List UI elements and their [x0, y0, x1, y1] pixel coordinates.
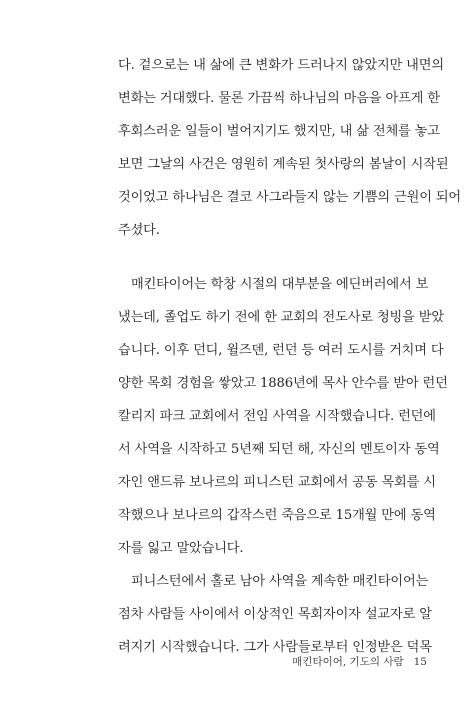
- text-line: 양한 목회 경험을 쌓았고 1886년에 목사 안수를 받아 런던: [118, 376, 448, 391]
- page-number: 15: [413, 656, 427, 668]
- text-line: 칼리지 파크 교회에서 전임 사역을 시작했습니다. 런던에: [118, 409, 436, 424]
- page-footer: [292, 654, 427, 669]
- text-line: 보면 그날의 사건은 영원히 계속된 첫사랑의 봄날이 시작된: [118, 157, 449, 172]
- running-title: 매킨타이어, 기도의 사람: [292, 656, 404, 668]
- text-line: 냈는데, 졸업도 하기 전에 한 교회의 전도사로 청빙을 받았: [118, 310, 444, 325]
- text-line: 작했으나 보나르의 갑작스런 죽음으로 15개월 만에 동역: [118, 508, 436, 523]
- text-line: 후회스러운 일들이 벌어지기도 했지만, 내 삶 전체를 놓고: [118, 124, 440, 139]
- text-line: 다. 겉으로는 내 삶에 큰 변화가 드러나지 않았지만 내면의: [118, 58, 444, 73]
- text-line: 점차 사람들 사이에서 이상적인 목회자이자 설교자로 알: [118, 607, 432, 622]
- text-line: 주셨다.: [118, 223, 160, 238]
- text-line: 변화는 거대했다. 물론 가끔씩 하나님의 마음을 아프게 한: [118, 91, 440, 106]
- text-line: 피니스턴에서 홀로 남아 사역을 계속한 매킨타이어는: [131, 574, 429, 589]
- text-line: 습니다. 이후 던디, 윌즈덴, 런던 등 여러 도시를 거치며 다: [118, 343, 444, 358]
- text-line: 자를 잃고 말았습니다.: [118, 541, 244, 556]
- text-line: 매킨타이어는 학창 시절의 대부분을 에딘버러에서 보: [131, 277, 429, 292]
- text-line: 려지기 시작했습니다. 그가 사람들로부터 인정받은 덕목: [118, 640, 432, 655]
- text-line: 것이었고 하나님은 결코 사그라들지 않는 기쁨의 근원이 되어: [118, 190, 462, 205]
- text-line: 자인 앤드류 보나르의 피니스턴 교회에서 공동 목회를 시: [118, 475, 436, 490]
- text-line: 서 사역을 시작하고 5년째 되던 해, 자신의 멘토이자 동역: [118, 442, 440, 457]
